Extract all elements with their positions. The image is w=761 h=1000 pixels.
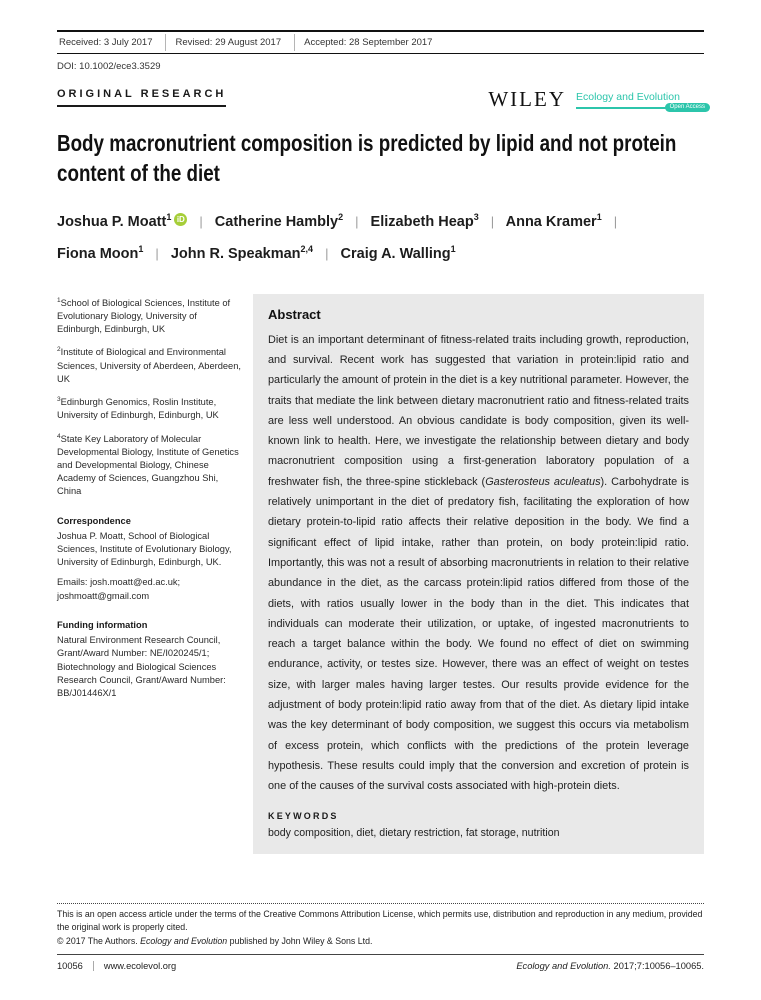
- author-affiliation-sup: 2,4: [300, 243, 314, 254]
- open-access-badge: Open Access: [665, 103, 710, 112]
- dotted-divider: [57, 903, 704, 904]
- journal-brand: [576, 91, 704, 109]
- abstract-panel: [253, 294, 704, 855]
- orcid-icon[interactable]: iD: [174, 213, 187, 226]
- journal-name: Ecology and Evolution: [576, 91, 680, 103]
- keywords-list: body composition, diet, dietary restriction, fat storage, nutrition: [268, 827, 560, 840]
- copyright-text: © 2017 The Authors. Ecology and Evolution published by John Wiley & Sons Ltd.: [57, 935, 373, 946]
- correspondence-heading: Correspondence: [57, 515, 131, 526]
- received-date: Received: 3 July 2017: [59, 37, 153, 48]
- author-affiliation-sup: 1: [450, 243, 456, 254]
- doi-text: DOI: 10.1002/ece3.3529: [57, 61, 161, 72]
- author-affiliation-sup: 1: [166, 212, 172, 222]
- journal-header: [57, 88, 704, 110]
- funding-heading: Funding information: [57, 619, 148, 630]
- dates-bar: [57, 30, 704, 54]
- publisher-brand: [488, 88, 704, 110]
- abstract-heading: Abstract: [268, 306, 321, 322]
- author-name: Catherine Hambly$^2$: [214, 212, 344, 230]
- author-name: Fiona Moon$^1$: [57, 243, 144, 262]
- author-separator: |: [325, 245, 329, 261]
- email-link[interactable]: joshmoatt@gmail.com: [57, 590, 150, 601]
- author-name: Anna Kramer$^1$: [505, 212, 602, 230]
- wiley-logo: WILEY: [488, 87, 566, 111]
- journal-website-link[interactable]: www.ecolevol.org: [93, 961, 176, 971]
- two-column-layout: [57, 294, 704, 855]
- page-number: 10056: [57, 961, 83, 972]
- author-separator: |: [199, 213, 203, 229]
- affiliation: $^3$Edinburgh Genomics, Roslin Institute, University of Edinburgh, Edinburgh, UK: [57, 396, 219, 421]
- footer-left: [57, 961, 176, 971]
- footer-row: [57, 955, 704, 971]
- correspondence-text: Joshua P. Moatt, School of Biological Sciences, Institute of Evolutionary Biology, University of Edinburgh, Edinburgh, UK.: [57, 530, 232, 568]
- article-type-label: ORIGINAL RESEARCH: [57, 88, 226, 107]
- abstract-text: Diet is an important determinant of fitness-related traits including growth, reproduction, and survival. Recent work has suggested that variation in protein:lipid ratio and particularly the amount of protein in the diet is a key nutritional parameter. However, the traits that mediate the link between dietary macronutrient ratio and fitness-related traits are less well understood. An obvious candidate is body composition, given its well-known link to health. Here, we investigate the relationship between dietary and body macronutrient composition using a first-generation laboratory population of a freshwater fish, the three-spine stickleback (Gasterosteus aculeatus). Carbohydrate is relatively unimportant in the diet of predatory fish, facilitating the exploration of how dietary protein-to-lipid ratio affects their relative deposition in the body. We find a significant effect of lipid intake, rather than protein, on body protein:lipid ratio. Importantly, this was not a result of absorbing macronutrients in relation to their relative abundance in the diet, as the carcass protein:lipid ratios differed from those of the diets, with ratios usually lower in the body than in the diet. This indicates that individuals can moderate their utilization, or uptake, of ingested macronutrients to reach a target balance within the body. We found no effect of diet on swimming endurance, activity, or testes size. However, there was an effect of weight on testes size, with larger males having larger testes. Our results provide evidence for the adjustment of body protein:lipid ratio away from that of the diet. As dietary lipid intake was the key determinant of body composition, we suggest this occurs via metabolism of excess protein, which conflicts with the predictions of the protein leverage hypothesis. These results could imply that the conversion and excretion of protein is one of the causes of the survival costs associated with high-protein diets.: [268, 333, 689, 793]
- author-separator: |: [490, 213, 495, 229]
- journal-brand-rule: [576, 104, 705, 110]
- affiliation: $^2$Institute of Biological and Environmental Sciences, University of Aberdeen, Aberdeen, UK: [57, 346, 241, 384]
- email-link[interactable]: josh.moatt@ed.ac.uk: [90, 577, 178, 588]
- correspondence-emails: Emails: josh.moatt@ed.ac.uk; joshmoatt@gmail.com: [57, 577, 181, 601]
- author-list: [57, 204, 704, 268]
- author-separator: |: [155, 245, 159, 261]
- page-footer: [57, 903, 704, 971]
- author-name: Elizabeth Heap$^3$: [370, 212, 479, 230]
- accepted-date: Accepted: 28 September 2017: [304, 37, 433, 48]
- author-separator: |: [355, 213, 359, 229]
- author-name: John R. Speakman$^{2,4}$: [170, 243, 314, 262]
- license-text: This is an open access article under the terms of the Creative Commons Attribution License, which permits use, distribution and reproduction in any medium, provided the original work is properly cited.: [57, 909, 703, 932]
- article-page: [57, 0, 704, 854]
- affiliation: $^1$School of Biological Sciences, Institute of Evolutionary Biology, University of Edinburgh, Edinburgh, UK: [57, 296, 231, 335]
- author-affiliation-sup: 1: [138, 243, 144, 254]
- article-title: Body macronutrient composition is predicted by lipid and not protein content of the diet: [57, 130, 677, 186]
- author-name: Joshua P. Moatt$^1$: [57, 212, 172, 230]
- author-affiliation-sup: 3: [473, 212, 479, 222]
- author-separator: |: [613, 213, 618, 229]
- author-name: Craig A. Walling$^1$: [340, 243, 456, 262]
- author-affiliation-sup: 1: [596, 212, 602, 222]
- affiliation: $^4$State Key Laboratory of Molecular Developmental Biology, Institute of Genetics and Developmental Biology, Chinese Academy of Sciences, Guangzhou Shi, China: [57, 432, 239, 497]
- funding-text: Natural Environment Research Council, Grant/Award Number: NE/I020245/1; Biotechnology and Biological Sciences Research Council, Grant/Award Number: BB/J01446X/1: [57, 635, 226, 698]
- revised-date: Revised: 29 August 2017: [175, 37, 282, 48]
- species-name: Gasterosteus aculeatus: [485, 475, 601, 488]
- article-info-column: [57, 294, 253, 855]
- keywords-heading: KEYWORDS: [268, 811, 339, 822]
- author-affiliation-sup: 2: [338, 212, 344, 222]
- journal-citation: Ecology and Evolution. 2017;7:10056–10065.: [516, 961, 704, 972]
